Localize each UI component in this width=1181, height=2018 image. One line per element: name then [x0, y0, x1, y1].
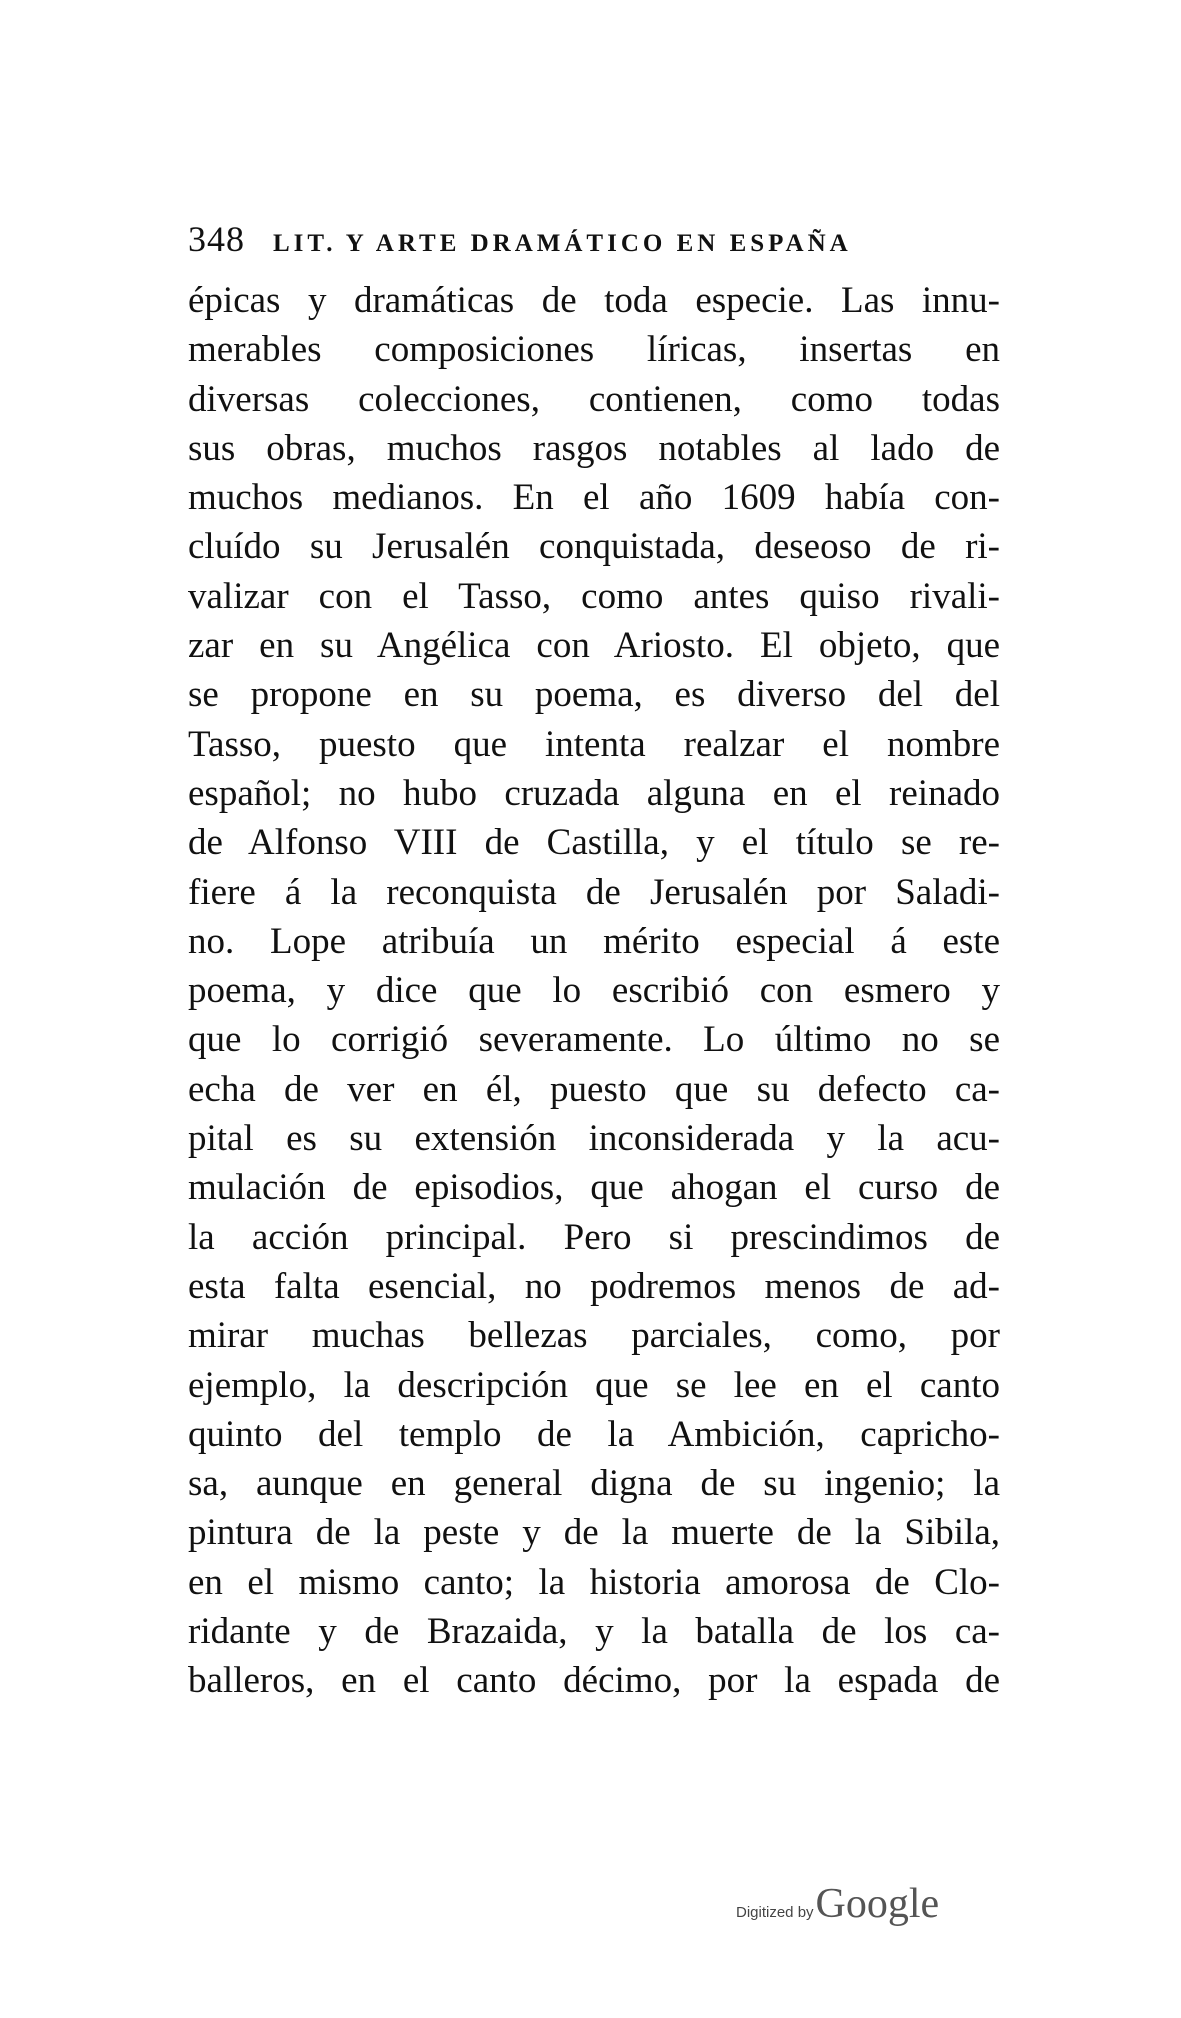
text-line: merables composiciones líricas, insertas en [188, 329, 1000, 371]
text-line: ejemplo, la descripción que se lee en el canto [188, 1364, 1000, 1406]
text-line: épicas y dramáticas de toda especie. Las innu- [188, 280, 1000, 321]
text-line: zar en su Angélica con Ariosto. El objeto, que [188, 625, 1000, 667]
text-line: no. Lope atribuía un mérito especial á este [188, 920, 1000, 962]
text-line: Tasso, puesto que intenta realzar el nombre [188, 723, 1000, 765]
text-line: que lo corrigió severamente. Lo último no se [188, 1019, 1000, 1061]
text-line: sa, aunque en general digna de su ingenio; la [188, 1463, 1000, 1505]
text-line: la acción principal. Pero si prescindimos de [188, 1216, 1000, 1258]
running-head [188, 218, 1008, 268]
digitized-by-label: Digitized by [736, 1904, 814, 1921]
text-line: muchos medianos. En el año 1609 había con- [188, 477, 1000, 519]
text-line: esta falta esencial, no podremos menos de ad- [188, 1265, 1000, 1307]
text-line: balleros, en el canto décimo, por la espada de [188, 1660, 1000, 1702]
text-line: poema, y dice que lo escribió con esmero y [188, 970, 1000, 1012]
text-line: sus obras, muchos rasgos notables al lado de [188, 427, 1000, 469]
text-line: pital es su extensión inconsiderada y la acu- [188, 1118, 1000, 1160]
page-number: 348 [188, 219, 245, 259]
body-text [188, 276, 1000, 1706]
text-line: quinto del templo de la Ambición, capricho- [188, 1413, 1000, 1455]
digitized-by-watermark [736, 1880, 996, 1940]
text-line: cluído su Jerusalén conquistada, deseoso de ri- [188, 526, 1000, 568]
text-line: echa de ver en él, puesto que su defecto ca- [188, 1068, 1000, 1110]
running-title: LIT. Y ARTE DRAMÁTICO EN ESPAÑA [273, 230, 852, 257]
text-line: de Alfonso VIII de Castilla, y el título se re- [188, 822, 1000, 864]
text-line: ridante y de Brazaida, y la batalla de los ca- [188, 1611, 1000, 1653]
text-line: valizar con el Tasso, como antes quiso rivali- [188, 575, 1000, 617]
text-line: diversas colecciones, contienen, como todas [188, 378, 1000, 420]
text-line: mirar muchas bellezas parciales, como, por [188, 1315, 1000, 1357]
text-line: en el mismo canto; la historia amorosa de Clo- [188, 1561, 1000, 1603]
text-line: se propone en su poema, es diverso del del [188, 674, 1000, 716]
text-line: mulación de episodios, que ahogan el curso de [188, 1167, 1000, 1209]
google-logo: Google [815, 1881, 940, 1927]
text-line: fiere á la reconquista de Jerusalén por Saladi- [188, 871, 1000, 913]
text-line: español; no hubo cruzada alguna en el reinado [188, 772, 1000, 814]
text-line: pintura de la peste y de la muerte de la Sibila, [188, 1512, 1000, 1554]
